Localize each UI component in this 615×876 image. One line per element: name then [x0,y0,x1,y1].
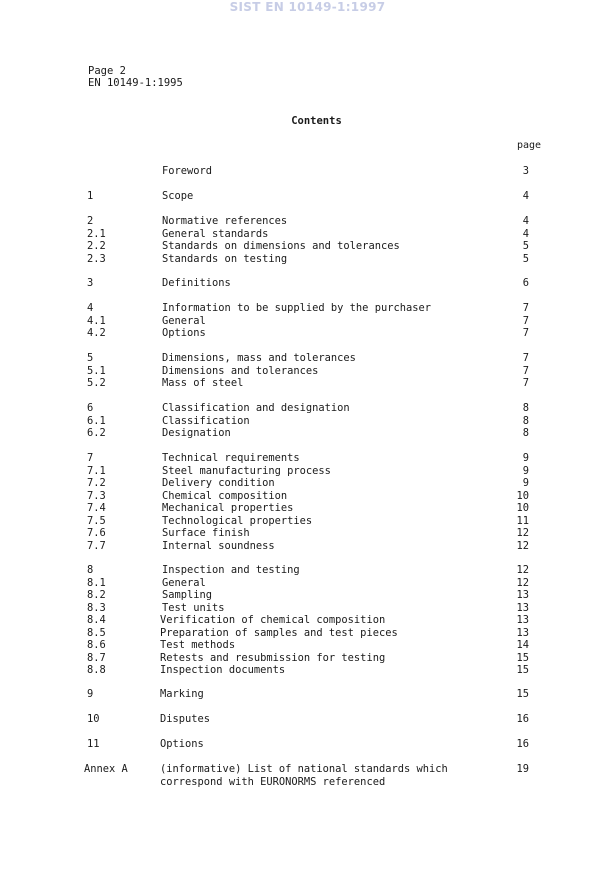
toc-entry-number: 8.5 [87,626,106,639]
toc-entry [0,639,615,651]
toc-entry-title: Surface finish [162,527,250,539]
toc-entry-page: 12 [516,576,529,589]
toc-entry-page: 5 [522,240,529,252]
toc-entry [0,477,615,489]
toc-entry-page: 12 [516,539,529,552]
toc-entry-title: Definitions [162,277,231,289]
toc-entry-page: 15 [516,664,529,676]
toc-entry-page: 7 [522,364,529,377]
toc-entry-title: Technical requirements [162,452,300,464]
toc-entry-title: Options [160,738,204,750]
toc-entry-page: 13 [516,589,529,601]
toc-entry-title: Standards on dimensions and tolerances [162,240,400,252]
toc-entry-title: Technological properties [162,514,313,527]
toc-entry-title: Delivery condition [162,477,275,489]
toc-entry-number: 4.1 [87,314,106,327]
toc-entry [0,228,615,240]
toc-entry-number: 6.2 [87,427,106,439]
toc-entry-number: 4 [87,302,94,314]
toc-entry-page: 7 [522,302,529,314]
toc-entry [0,652,615,664]
page-header [88,65,183,89]
toc-entry [0,664,615,676]
toc-entry-title: Inspection documents [160,664,286,676]
toc-entry-title: Foreword [162,165,213,177]
toc-entry-number: 8.8 [87,664,106,676]
toc-entry-number: 2.2 [87,240,106,252]
toc-entry-number: 8.3 [87,601,106,614]
toc-entry-title: Test units [162,601,225,614]
toc-entry [0,490,615,502]
toc-entry-page: 5 [522,252,529,265]
page-number: Page 2 [88,65,126,77]
toc-entry [0,452,615,464]
toc-entry [0,564,615,576]
toc-entry [0,365,615,377]
toc-entry [0,763,615,775]
toc-entry-page: 9 [522,452,529,464]
toc-entry [0,402,615,414]
toc-entry-number: 8.7 [87,651,106,664]
toc-entry [0,713,615,725]
toc-entry [0,190,615,202]
toc-entry-page: 7 [522,327,529,339]
toc-entry [0,165,615,177]
toc-entry [0,614,615,626]
toc-entry-title: (informative) List of national standards which [160,763,448,775]
toc-entry-number: 6.1 [87,414,106,427]
toc-entry-page: 16 [516,738,529,750]
toc-entry-page: 15 [516,651,529,664]
toc-entry [0,415,615,427]
toc-entry [0,302,615,314]
toc-entry-title: General [162,576,206,589]
toc-entry [0,352,615,364]
watermark: SIST EN 10149-1:1997 [229,0,386,14]
toc-entry-number: 7 [87,452,94,464]
page-column-heading: page [517,140,542,151]
toc-entry-title: Disputes [160,713,211,725]
toc-entry-title: Designation [162,427,231,439]
toc-entry-page: 8 [522,414,529,427]
toc-entry [0,277,615,289]
toc-entry-title: Test methods [160,639,236,651]
toc-entry-title: Normative references [162,215,288,227]
contents-title: Contents [291,115,342,127]
toc-entry [0,315,615,327]
toc-entry-number: 2 [87,215,94,227]
toc-entry-number: 4.2 [87,327,106,339]
toc-entry-number: 7.6 [87,527,106,539]
toc-entry-page: 13 [516,614,529,626]
toc-entry-number: 8 [87,564,94,576]
toc-entry [0,253,615,265]
toc-entry-page: 9 [522,464,529,477]
toc-entry-number: 7.3 [87,489,106,502]
toc-entry-title: General standards [162,227,269,240]
toc-entry-number: 8.4 [87,614,106,626]
toc-entry-title: General [162,314,206,327]
toc-entry-page: 13 [516,601,529,614]
toc-entry-number: 11 [87,738,100,750]
toc-entry-title: Preparation of samples and test pieces [160,626,398,639]
toc-entry-page: 7 [522,377,529,389]
document-id: EN 10149-1:1995 [88,77,183,89]
toc-entry-number: 5.1 [87,364,106,377]
toc-entry-page: 9 [522,477,529,489]
toc-entry-page: 13 [516,626,529,639]
toc-entry-title: Information to be supplied by the purchaser [162,302,431,314]
toc-entry-number: 5 [87,352,94,364]
toc-entry-title: Internal soundness [162,539,275,552]
toc-entry-title: Mass of steel [162,377,244,389]
toc-entry-page: 8 [522,427,529,439]
toc-entry-title: Verification of chemical composition [160,614,386,626]
toc-entry-number: 6 [87,402,94,414]
toc-entry [0,738,615,750]
toc-entry-page: 10 [516,502,529,514]
toc-entry-page: 14 [516,639,529,651]
toc-entry-title: Classification [162,414,250,427]
toc-entry-continuation [0,776,615,788]
toc-entry-number: 5.2 [87,377,106,389]
toc-entry-page: 10 [516,489,529,502]
toc-entry [0,515,615,527]
toc-entry-page: 15 [516,688,529,700]
toc-entry-number: 7.7 [87,539,106,552]
toc-entry-page: 7 [522,352,529,364]
toc-entry-page: 16 [516,713,529,725]
toc-entry [0,465,615,477]
toc-entry-title: Mechanical properties [162,502,294,514]
toc-entry-title: Marking [160,688,204,700]
toc-entry [0,240,615,252]
toc-entry-number: 2.1 [87,227,106,240]
toc-entry-title: Sampling [162,589,213,601]
toc-entry-number: 8.1 [87,576,106,589]
toc-entry-number: 3 [87,277,94,289]
toc-entry-page: 6 [522,277,529,289]
toc-entry [0,327,615,339]
toc-entry-number: 7.4 [87,502,106,514]
toc-entry-number: 10 [87,713,100,725]
toc-entry-number: 9 [87,688,94,700]
toc-entry-title: Inspection and testing [162,564,300,576]
toc-entry-title: Dimensions and tolerances [162,364,319,377]
toc-entry-title-continued: correspond with EURONORMS referenced [160,775,386,788]
toc-entry-number: 8.2 [87,589,106,601]
toc-entry-number: 2.3 [87,252,106,265]
toc-entry-title: Standards on testing [162,252,288,265]
toc-entry-page: 8 [522,402,529,414]
toc-entry-number: 8.6 [87,639,106,651]
toc-entry-page: 11 [516,514,529,527]
toc-entry-page: 7 [522,314,529,327]
toc-entry [0,589,615,601]
toc-entry [0,688,615,700]
toc-entry [0,427,615,439]
toc-entry [0,540,615,552]
toc-entry [0,627,615,639]
toc-entry-title: Chemical composition [162,489,288,502]
toc-entry-page: 4 [522,190,529,202]
toc-entry [0,577,615,589]
toc-entry-title: Options [162,327,206,339]
toc-entry-page: 12 [516,564,529,576]
toc-entry-title: Steel manufacturing process [162,464,331,477]
toc-entry-page: 4 [522,227,529,240]
toc-entry-page: 4 [522,215,529,227]
toc-entry-number: 7.5 [87,514,106,527]
toc-entry-page: 19 [516,763,529,775]
toc-entry-number: 7.2 [87,477,106,489]
toc-entry-number: 1 [87,190,94,202]
toc-entry-title: Scope [162,190,194,202]
toc-entry [0,502,615,514]
toc-entry-title: Classification and designation [162,402,350,414]
toc-entry-number: 7.1 [87,464,106,477]
toc-entry [0,527,615,539]
toc-entry-title: Retests and resubmission for testing [160,651,386,664]
toc-entry-page: 3 [522,165,529,177]
toc-entry [0,602,615,614]
toc-entry-page: 12 [516,527,529,539]
toc-entry [0,377,615,389]
toc-entry-number: Annex A [84,763,128,775]
toc-entry-title: Dimensions, mass and tolerances [162,352,356,364]
toc-entry [0,215,615,227]
